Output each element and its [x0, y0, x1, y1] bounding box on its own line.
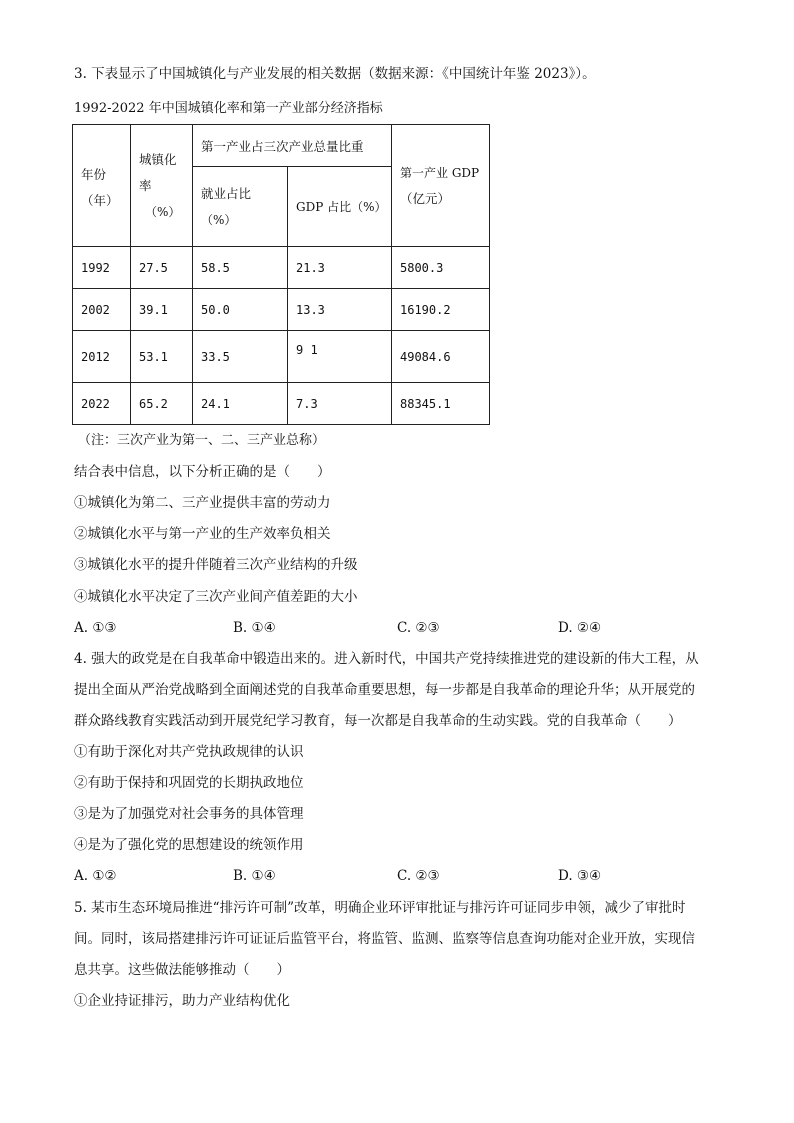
- question-5-stem-line: 息共享。这些做法能够推动（ ）: [74, 962, 290, 978]
- cell-gdp: 49084.6: [392, 331, 490, 383]
- option-c[interactable]: C. ②③: [397, 868, 440, 884]
- cell-emp: 33.5: [193, 331, 288, 383]
- question-3-stem: 3. 下表显示了中国城镇化与产业发展的相关数据（数据来源：《中国统计年鉴 2023》）。: [74, 66, 596, 82]
- statement-item: ③城镇化水平的提升伴随着三次产业结构的升级: [74, 557, 358, 573]
- option-a[interactable]: A. ①③: [74, 620, 117, 636]
- cell-gdp: 5800.3: [392, 247, 490, 289]
- table-row: [73, 383, 490, 425]
- header-year-unit: （年）: [81, 192, 119, 208]
- option-a[interactable]: A. ①②: [74, 868, 117, 884]
- question-4-stem-line: 提出全面从严治党战略到全面阐述党的自我革命重要思想，每一步都是自我革命的理论升华；从开展党的: [74, 682, 695, 698]
- header-urban-label-2: 率: [139, 177, 152, 193]
- question-5-stem-line: 间。同时，该局搭建排污许可证证后监管平台，将监管、监测、监察等信息查询功能对企业开放，实现信: [74, 931, 695, 947]
- header-gdp-label: 第一产业 GDP: [400, 165, 480, 180]
- cell-gdp: 16190.2: [392, 289, 490, 331]
- statement-item: ②城镇化水平与第一产业的生产效率负相关: [74, 526, 331, 542]
- cell-year: 1992: [73, 247, 131, 289]
- table-row: [73, 289, 490, 331]
- cell-urban: 53.1: [131, 331, 193, 383]
- option-b[interactable]: B. ①④: [233, 620, 276, 636]
- cell-urban: 65.2: [131, 383, 193, 425]
- table-row: [73, 331, 490, 383]
- cell-gdp-share: 9 1: [288, 331, 392, 383]
- statement-item: ④城镇化水平决定了三次产业间产值差距的大小: [74, 589, 358, 605]
- header-gdp-share: GDP 占比（%）: [288, 167, 392, 247]
- statement-item: ③是为了加强党对社会事务的具体管理: [74, 806, 304, 822]
- table-note: （注：三次产业为第一、二、三产业总称）: [78, 433, 326, 448]
- header-urbanization: [131, 125, 193, 247]
- statement-item: ②有助于保持和巩固党的长期执政地位: [74, 775, 304, 791]
- table-row: [73, 247, 490, 289]
- header-urban-unit: （%）: [145, 204, 181, 219]
- cell-gdp-share: 7.3: [288, 383, 392, 425]
- header-urban-label: 城镇化: [139, 151, 177, 167]
- cell-urban: 27.5: [131, 247, 193, 289]
- header-gdp-unit: （亿元）: [400, 190, 451, 206]
- cell-gdp: 88345.1: [392, 383, 490, 425]
- cell-gdp-share: 21.3: [288, 247, 392, 289]
- statement-item: ①有助于深化对共产党执政规律的认识: [74, 744, 304, 760]
- option-d[interactable]: D. ②④: [558, 620, 602, 636]
- statement-item: ①企业持证排污，助力产业结构优化: [74, 993, 290, 1009]
- header-emp-unit: （%）: [201, 212, 237, 227]
- header-emp-label: 就业占比: [201, 185, 252, 201]
- table-caption: 1992-2022 年中国城镇化率和第一产业部分经济指标: [74, 101, 383, 116]
- cell-emp: 24.1: [193, 383, 288, 425]
- option-c[interactable]: C. ②③: [397, 620, 440, 636]
- cell-year: 2022: [73, 383, 131, 425]
- question-5-stem-line: 5. 某市生态环境局推进“排污许可制”改革，明确企业环评审批证与排污许可证同步申领，减少了审批时: [74, 900, 686, 916]
- option-b[interactable]: B. ①④: [233, 868, 276, 884]
- question-4-stem-line: 群众路线教育实践活动到开展党纪学习教育，每一次都是自我革命的生动实践。党的自我革命（ ）: [74, 713, 682, 729]
- cell-urban: 39.1: [131, 289, 193, 331]
- cell-gdp-share: 13.3: [288, 289, 392, 331]
- urbanization-table: [72, 124, 490, 425]
- option-d[interactable]: D. ③④: [558, 868, 602, 884]
- cell-emp: 50.0: [193, 289, 288, 331]
- statement-item: ①城镇化为第二、三产业提供丰富的劳动力: [74, 495, 331, 511]
- header-primary-gdp: [392, 125, 490, 247]
- header-year: [73, 125, 131, 247]
- header-primary-share-group: 第一产业占三次产业总量比重: [193, 125, 392, 167]
- question-3-prompt: 结合表中信息，以下分析正确的是（ ）: [74, 464, 331, 480]
- cell-year: 2002: [73, 289, 131, 331]
- header-employment-share: [193, 167, 288, 247]
- question-4-stem-line: 4. 强大的政党是在自我革命中锻造出来的。进入新时代，中国共产党持续推进党的建设新的伟大工程，从: [74, 651, 699, 667]
- statement-item: ④是为了强化党的思想建设的统领作用: [74, 837, 304, 853]
- header-year-label: 年份: [81, 166, 107, 182]
- cell-emp: 58.5: [193, 247, 288, 289]
- cell-year: 2012: [73, 331, 131, 383]
